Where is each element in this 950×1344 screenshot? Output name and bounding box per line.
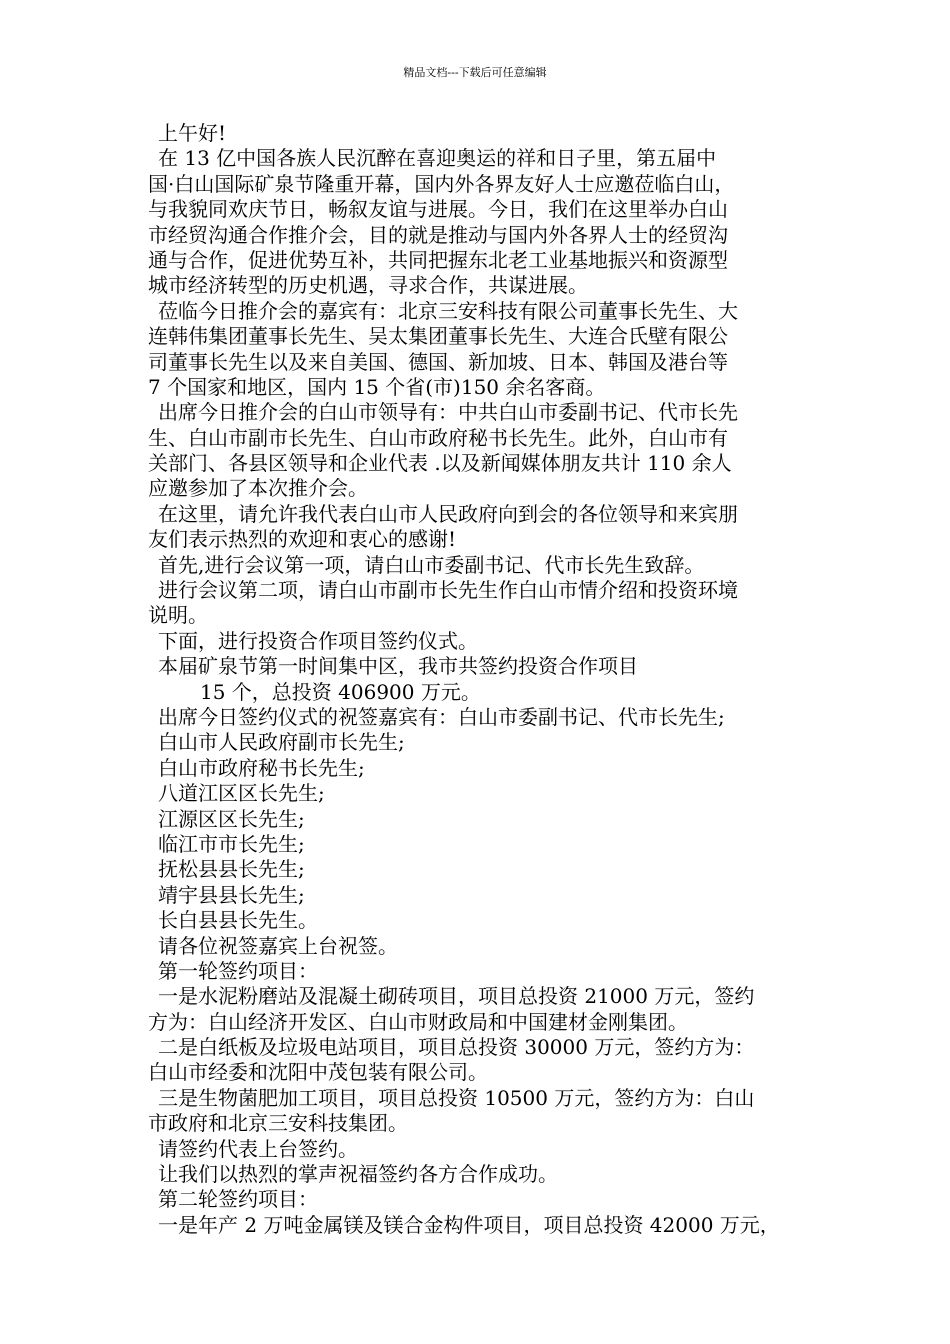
text-line: 一是年产 2 万吨金属镁及镁合金构件项目，项目总投资 42000 万元，	[158, 1212, 780, 1237]
text-line: 下面，进行投资合作项目签约仪式。	[158, 628, 478, 653]
text-line: 关部门、各县区领导和企业代表 .以及新闻媒体朋友共计 110 余人	[148, 451, 732, 476]
text-line: 说明。	[148, 603, 208, 628]
text-line: 市经贸沟通合作推介会，目的就是推动与国内外各界人士的经贸沟	[148, 222, 728, 247]
text-line: 生、白山市副市长先生、白山市政府秘书长先生。此外，白山市有	[148, 425, 728, 450]
text-line: 司董事长先生以及来自美国、德国、新加坡、日本、韩国及港台等	[148, 349, 728, 374]
page-header: 精品文档---下载后可任意编辑	[403, 66, 547, 79]
text-line: 在 13 亿中国各族人民沉醉在喜迎奥运的祥和日子里，第五届中	[158, 146, 717, 171]
text-line: 出席今日推介会的白山市领导有：中共白山市委副书记、代市长先	[158, 400, 738, 425]
text-line: 友们表示热烈的欢迎和衷心的感谢!	[148, 527, 457, 552]
text-line: 三是生物菌肥加工项目，项目总投资 10500 万元，签约方为：白山	[158, 1085, 755, 1110]
text-line: 请各位祝签嘉宾上台祝签。	[158, 933, 398, 958]
text-line: 临江市市长先生;	[158, 831, 305, 856]
text-line: 靖宇县县长先生;	[158, 882, 305, 907]
text-line: 15 个，总投资 406900 万元。	[200, 679, 481, 704]
text-line: 方为：白山经济开发区、白山市财政局和中国建材金刚集团。	[148, 1009, 688, 1034]
text-line: 在这里，请允许我代表白山市人民政府向到会的各位领导和来宾朋	[158, 501, 738, 526]
text-line: 抚松县县长先生;	[158, 857, 305, 882]
text-line: 与我貌同欢庆节日，畅叙友谊与进展。今日，我们在这里举办白山	[148, 197, 728, 222]
text-line: 城市经济转型的历史机遇，寻求合作，共谋进展。	[148, 273, 588, 298]
text-line: 进行会议第二项，请白山市副市长先生作白山市情介绍和投资环境	[158, 578, 738, 603]
text-line: 上午好!	[158, 121, 227, 145]
text-line: 请签约代表上台签约。	[158, 1136, 358, 1161]
text-line: 白山市经委和沈阳中茂包装有限公司。	[148, 1060, 488, 1085]
text-line: 江源区区长先生;	[158, 806, 305, 831]
text-line: 让我们以热烈的掌声祝福签约各方合作成功。	[158, 1162, 558, 1187]
text-line: 白山市政府秘书长先生;	[158, 755, 365, 780]
text-line: 7 个国家和地区，国内 15 个省(市)150 余名客商。	[148, 374, 606, 399]
text-line: 首先,进行会议第一项，请白山市委副书记、代市长先生致辞。	[158, 552, 705, 577]
document-body	[148, 121, 818, 1238]
text-line: 通与合作，促进优势互补，共同把握东北老工业基地振兴和资源型	[148, 247, 728, 272]
text-line: 应邀参加了本次推介会。	[148, 476, 368, 501]
text-line: 八道江区区长先生;	[158, 781, 325, 806]
text-line: 一是水泥粉磨站及混凝土砌砖项目，项目总投资 21000 万元，签约	[158, 984, 755, 1009]
text-line: 第二轮签约项目：	[158, 1187, 318, 1212]
text-line: 本届矿泉节第一时间集中区，我市共签约投资合作项目	[158, 654, 638, 679]
text-line: 莅临今日推介会的嘉宾有：北京三安科技有限公司董事长先生、大	[158, 298, 738, 323]
text-line: 国·白山国际矿泉节隆重开幕，国内外各界友好人士应邀莅临白山，	[148, 171, 735, 196]
text-line: 二是白纸板及垃圾电站项目，项目总投资 30000 万元，签约方为：	[158, 1035, 755, 1060]
text-line: 白山市人民政府副市长先生;	[158, 730, 405, 755]
text-line: 长白县县长先生。	[158, 908, 318, 933]
text-line: 出席今日签约仪式的祝签嘉宾有：白山市委副书记、代市长先生;	[158, 704, 725, 729]
text-line: 市政府和北京三安科技集团。	[148, 1111, 408, 1136]
text-line: 连韩伟集团董事长先生、吴太集团董事长先生、大连合氏壁有限公	[148, 324, 728, 349]
text-line: 第一轮签约项目：	[158, 958, 318, 983]
